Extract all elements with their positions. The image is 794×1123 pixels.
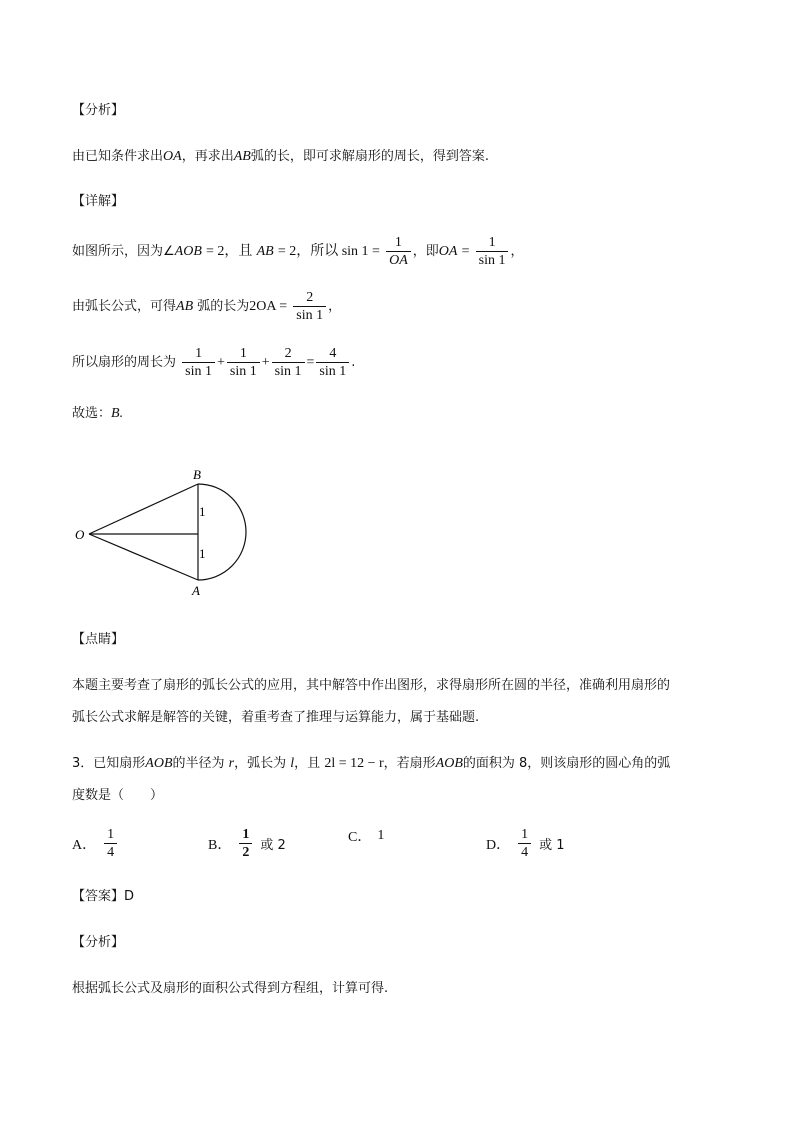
frac-den: OA (386, 251, 411, 269)
analysis-text-b: ，再求出 (181, 149, 234, 164)
arc-ab (198, 484, 246, 580)
frac-den: sin 1 (227, 362, 260, 380)
frac-num: 1 (521, 827, 529, 842)
q-r: r (228, 756, 235, 771)
segment-upper-length: 1 (199, 504, 206, 519)
choose-b: B. (111, 406, 124, 421)
detail-l1-c: = 2，所以 sin 1 = (277, 244, 380, 259)
detail-line-1 (72, 232, 524, 272)
frac-num: 1 (239, 346, 247, 361)
analysis-oa: OA (163, 149, 182, 164)
option-d[interactable] (486, 826, 565, 861)
detail-l2-a: 由弧长公式，可得 (72, 299, 177, 314)
q-text-a: 3．已知扇形 (72, 756, 146, 771)
choose-a: 故选： (72, 406, 112, 421)
q-l: l (290, 756, 295, 771)
option-a-label: A． (72, 837, 97, 853)
detail-l1-f: ， (510, 244, 524, 259)
equals-sign: = (306, 355, 315, 370)
label-o: O (75, 527, 85, 542)
analysis-heading: 【分析】 (72, 103, 125, 118)
sector-figure (70, 462, 260, 602)
analysis-ab: AB (233, 149, 251, 164)
q-aob-2: AOB (435, 756, 463, 771)
detail-l1-aob: AOB (174, 244, 202, 259)
frac-num: 1 (242, 827, 250, 842)
q-text-f: 的面积为 8，则该扇形的圆心角的弧 (462, 756, 671, 771)
option-a[interactable] (72, 826, 119, 861)
detail-l1-a: 如图所示，因为∠ (72, 244, 175, 259)
detail-l1-ab: AB (256, 244, 274, 259)
detail-l1-d: ，即 (412, 244, 439, 259)
frac-den: sin 1 (182, 362, 215, 380)
option-b-fraction (239, 826, 252, 861)
radius-oa (89, 534, 198, 580)
choose-line (72, 404, 123, 424)
frac-den: sin 1 (293, 306, 326, 324)
frac-num: 1 (195, 346, 203, 361)
frac-num: 1 (394, 235, 402, 250)
comment-heading: 【点睛】 (72, 632, 125, 647)
question-line-1 (72, 754, 670, 774)
frac-den: sin 1 (476, 251, 509, 269)
option-d-label: D． (486, 837, 511, 853)
question-line-2: 度数是（ ） (72, 788, 164, 803)
option-d-suffix: 或 1 (539, 838, 565, 853)
radius-ob (89, 484, 198, 534)
frac-den: 2 (239, 843, 252, 861)
option-c[interactable] (348, 826, 384, 846)
option-c-value: 1 (377, 828, 385, 843)
detail-line-2 (72, 287, 341, 327)
detail-line-3 (72, 343, 355, 383)
detail-l1-b: = 2，且 (206, 244, 253, 259)
q-text-e: ，若扇形 (383, 756, 436, 771)
analysis-text-c: 弧的长，即可求解扇形的周长，得到答案. (250, 149, 489, 164)
frac-num: 1 (488, 235, 496, 250)
comment-line-1: 本题主要考查了扇形的弧长公式的应用，其中解答中作出图形，求得扇形所在圆的半径，准确利用扇形的 (72, 678, 671, 693)
frac-num: 2 (306, 290, 314, 305)
frac-den: 4 (518, 843, 531, 861)
detail-l3-a: 所以扇形的周长为 (72, 355, 177, 370)
detail-l2-b: 弧的长为 (197, 299, 250, 314)
frac-num: 1 (107, 827, 115, 842)
fraction-result (316, 345, 349, 380)
answer-line: 【答案】D (72, 889, 135, 904)
q-equation: 2l = 12 − r (324, 756, 384, 771)
option-a-fraction (104, 826, 117, 861)
frac-num: 4 (329, 346, 337, 361)
option-b-suffix: 或 2 (260, 838, 286, 853)
q-text-b: 的半径为 (172, 756, 225, 771)
fraction-term-a (182, 345, 215, 380)
q-text-c: ，弧长为 (234, 756, 287, 771)
comment-line-2: 弧长公式求解是解答的关键，着重考查了推理与运算能力，属于基础题. (72, 710, 480, 725)
label-a: A (192, 583, 200, 598)
detail-l2-c: 2OA = (249, 299, 288, 314)
analysis2-text: 根据弧长公式及扇形的面积公式得到方程组，计算可得. (72, 981, 389, 996)
detail-l3-end: . (351, 355, 356, 370)
detail-l1-e: = (461, 244, 470, 259)
q-aob: AOB (145, 756, 173, 771)
analysis-text-a: 由已知条件求出 (72, 149, 164, 164)
fraction-1-over-oa (386, 234, 411, 269)
segment-lower-length: 1 (199, 546, 206, 561)
option-b[interactable] (208, 826, 286, 861)
plus-sign: + (217, 355, 225, 370)
frac-den: sin 1 (316, 362, 349, 380)
frac-den: sin 1 (272, 362, 305, 380)
analysis-text (72, 147, 489, 167)
plus-sign: + (261, 355, 270, 370)
q-text-d: ，且 (294, 756, 321, 771)
frac-den: 4 (104, 843, 117, 861)
detail-l1-oa: OA (438, 244, 458, 259)
fraction-1-over-sin1 (476, 234, 509, 269)
option-c-label: C． (348, 830, 372, 845)
fraction-term-c (272, 345, 305, 380)
fraction-term-b (227, 345, 260, 380)
detail-l2-ab: AB (176, 299, 194, 314)
frac-num: 2 (284, 346, 292, 361)
analysis2-heading: 【分析】 (72, 935, 125, 950)
label-b: B (193, 467, 201, 482)
detail-l2-d: ， (328, 299, 342, 314)
option-d-fraction (518, 826, 531, 861)
fraction-2-over-sin1 (293, 289, 326, 324)
option-b-label: B． (208, 837, 232, 853)
detail-heading: 【详解】 (72, 194, 125, 209)
